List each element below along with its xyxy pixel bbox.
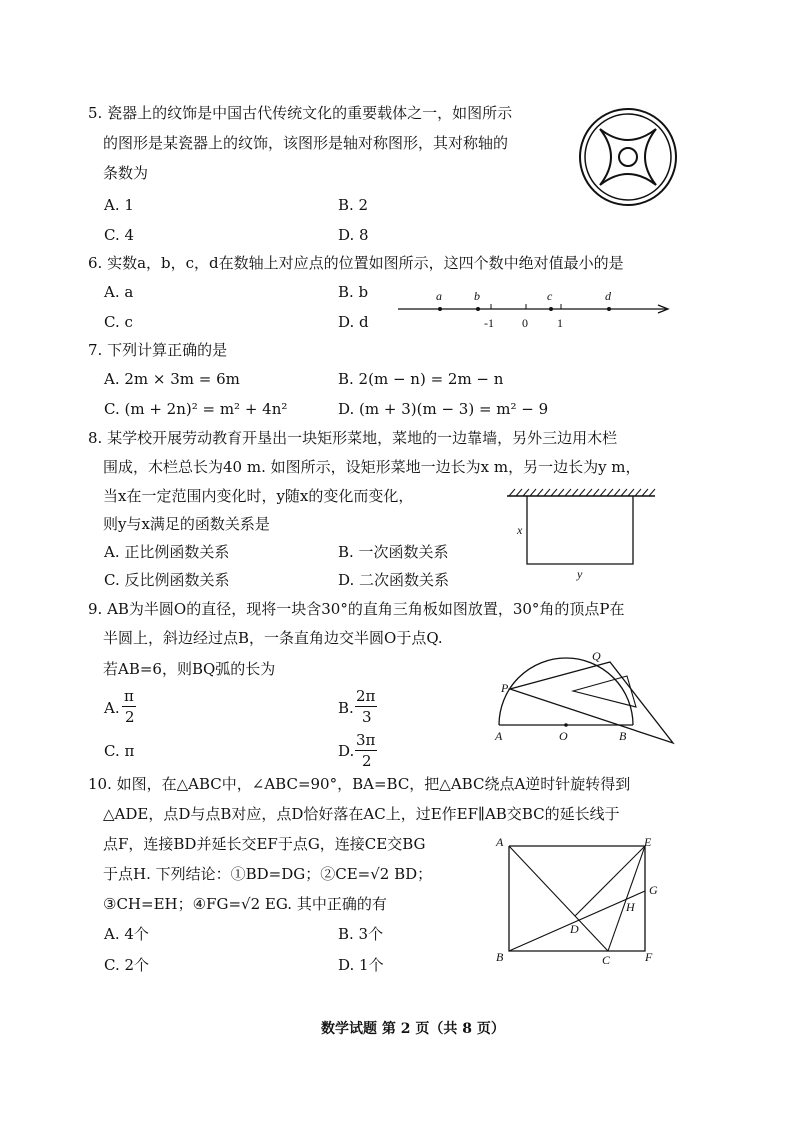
q8-line3: 当x在一定范围内变化时，y随x的变化而变化，	[103, 487, 414, 505]
q9-option-a-numerator: π	[124, 687, 134, 705]
q10-line3: 点F，连接BD并延长交EF于点G，连接CE交BG	[103, 835, 426, 853]
q8-figure-y-label: y	[577, 567, 583, 581]
q9-label-p: P	[501, 681, 509, 695]
q6-option-d: D. d	[338, 313, 369, 331]
q8-option-b: B. 一次函数关系	[338, 543, 449, 561]
q8-option-a: A. 正比例函数关系	[104, 543, 230, 561]
q10-label-d: D	[570, 922, 579, 936]
q10-geometry-figure	[493, 832, 668, 968]
q10-label-a: A	[496, 835, 504, 849]
q9-option-a-prefix: A.	[104, 699, 120, 717]
numberline-label-c: c	[547, 289, 553, 303]
q5-option-a: A. 1	[104, 196, 134, 214]
q10-option-c: C. 2个	[104, 956, 150, 974]
q9-option-c: C. π	[104, 742, 135, 760]
q7-option-a: A. 2m × 3m = 6m	[104, 370, 240, 388]
q10-label-e: E	[644, 835, 652, 849]
q10-label-b: B	[496, 950, 504, 964]
numberline-label-b: b	[474, 289, 480, 303]
q7-option-c: C. (m + 2n)² = m² + 4n²	[104, 400, 288, 418]
q10-line2: △ADE，点D与点B对应，点D恰好落在AC上，过E作EF∥AB交BC的延长线于	[103, 805, 620, 823]
q9-option-d-denominator: 2	[362, 752, 372, 770]
q5-option-d: D. 8	[338, 226, 369, 244]
q5-option-c: C. 4	[104, 226, 135, 244]
q5-line2: 的图形是某瓷器上的纹饰，该图形是轴对称图形，其对称轴的	[103, 134, 509, 152]
q10-line4: 于点H. 下列结论：①BD=DG；②CE=√2 BD；	[103, 865, 433, 883]
numberline-tick-neg1: -1	[484, 316, 494, 330]
q8-garden-figure	[505, 486, 660, 581]
q9-option-a-denominator: 2	[125, 708, 135, 726]
q10-option-a: A. 4个	[104, 925, 149, 943]
q8-line2: 围成，木栏总长为40 m. 如图所示，设矩形菜地一边长为x m，另一边长为y m，	[103, 458, 641, 476]
q9-option-d-prefix: D.	[338, 742, 355, 760]
q9-label-b: B	[619, 729, 627, 743]
q8-option-c: C. 反比例函数关系	[104, 571, 230, 589]
q9-option-b-prefix: B.	[338, 699, 354, 717]
q9-option-d-numerator: 3π	[356, 731, 376, 749]
numberline-label-d: d	[605, 289, 611, 303]
q8-option-d: D. 二次函数关系	[338, 571, 450, 589]
q7-option-d: D. (m + 3)(m − 3) = m² − 9	[338, 400, 549, 418]
q10-option-d: D. 1个	[338, 956, 384, 974]
q10-label-c: C	[602, 953, 611, 967]
q6-number-line	[396, 282, 671, 332]
q9-label-q: Q	[592, 649, 601, 663]
numberline-label-a: a	[436, 289, 442, 303]
q10-label-h: H	[626, 900, 635, 914]
q8-figure-x-label: x	[517, 523, 523, 537]
q5-line3: 条数为	[103, 164, 149, 182]
q6-option-a: A. a	[104, 283, 134, 301]
q10-option-b: B. 3个	[338, 925, 384, 943]
q10-line5: ③CH=EH；④FG=√2 EG. 其中正确的有	[103, 895, 387, 913]
q9-line1: 9. AB为半圆O的直径，现将一块含30°的直角三角板如图放置，30°角的顶点P在	[88, 600, 625, 618]
q9-label-o: O	[559, 729, 568, 743]
q9-option-b-denominator: 3	[362, 708, 372, 726]
q10-label-f: F	[645, 950, 653, 964]
q5-line1: 5. 瓷器上的纹饰是中国古代传统文化的重要载体之一，如图所示	[88, 104, 513, 122]
q9-semicircle-figure	[493, 645, 693, 745]
q10-line1: 10. 如图，在△ABC中，∠ABC=90°，BA=BC，把△ABC绕点A逆时针旋转得到	[88, 775, 631, 793]
q6-stem: 6. 实数a，b，c，d在数轴上对应点的位置如图所示，这四个数中绝对值最小的是	[88, 254, 624, 272]
q5-porcelain-pattern-figure	[578, 107, 678, 207]
q9-option-b-numerator: 2π	[356, 687, 376, 705]
q8-line1: 8. 某学校开展劳动教育开垦出一块矩形菜地，菜地的一边靠墙，另外三边用木栏	[88, 429, 618, 447]
q9-line2: 半圆上，斜边经过点B，一条直角边交半圆O于点Q.	[103, 629, 443, 647]
q6-option-c: C. c	[104, 313, 133, 331]
numberline-tick-1: 1	[557, 316, 563, 330]
page-footer: 数学试题 第 2 页（共 8 页）	[321, 1021, 505, 1037]
q9-line3: 若AB=6，则BQ弧的长为	[103, 660, 276, 678]
q7-option-b: B. 2(m − n) = 2m − n	[338, 370, 504, 388]
q10-label-g: G	[649, 883, 658, 897]
q7-stem: 7. 下列计算正确的是	[88, 341, 228, 359]
q6-option-b: B. b	[338, 283, 369, 301]
q9-label-a: A	[495, 729, 503, 743]
numberline-tick-0: 0	[522, 316, 528, 330]
q8-line4: 则y与x满足的函数关系是	[103, 515, 270, 533]
q5-option-b: B. 2	[338, 196, 369, 214]
